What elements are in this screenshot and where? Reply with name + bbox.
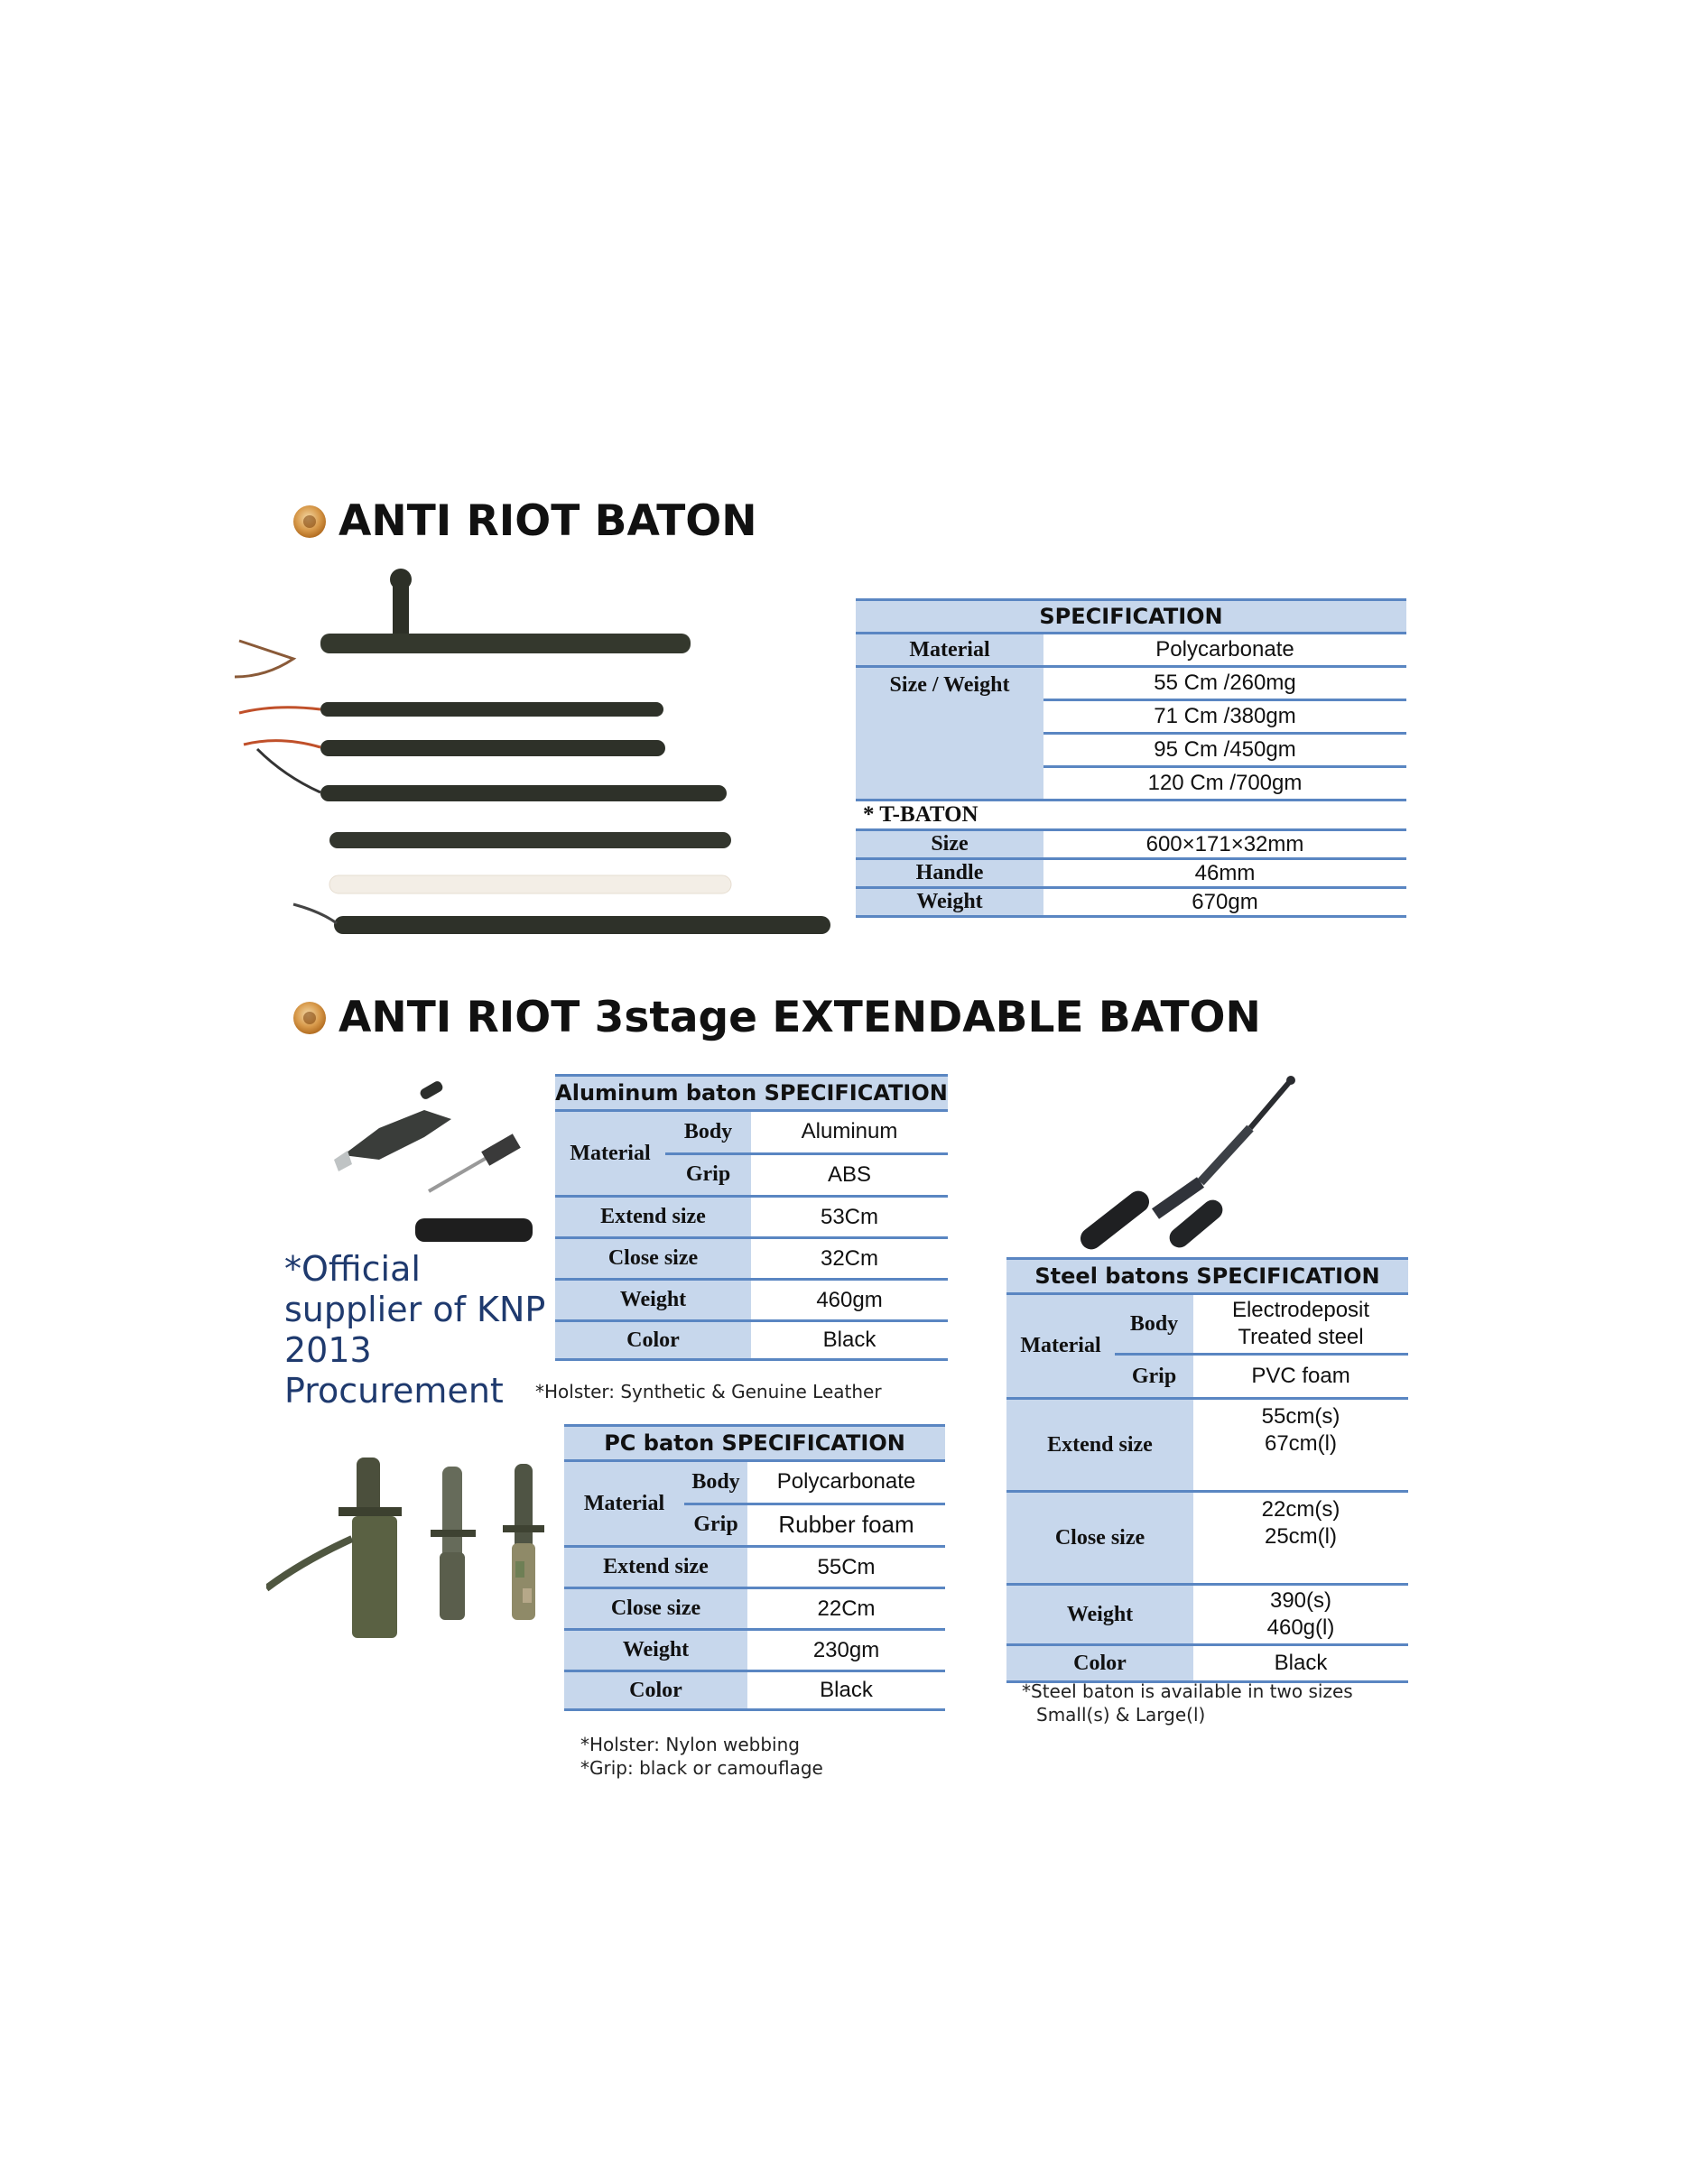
grip-label: Grip [684,1504,747,1547]
bullet-icon [293,505,326,538]
size-weight-value: 55 Cm /260mg [1043,667,1406,700]
size-label: Size [856,830,1043,859]
steel-size-note-2: Small(s) & Large(l) [1036,1704,1206,1726]
aluminum-baton-image [325,1074,542,1245]
close-size-label: Close size [1006,1492,1193,1585]
material-label: Material [1006,1294,1115,1399]
body-value-line: Electrodeposit [1231,1298,1370,1322]
handle-label: Handle [856,859,1043,888]
material-value: Polycarbonate [1043,634,1406,667]
size-weight-value: 120 Cm /700gm [1043,767,1406,800]
color-value: Black [751,1321,948,1360]
body-value: Polycarbonate [747,1461,945,1504]
color-label: Color [564,1671,747,1710]
batons-image [230,569,844,966]
aluminum-spec-table [555,1074,948,1361]
weight-label: Weight [564,1630,747,1671]
t-baton [320,634,691,653]
baton-71 [320,740,665,756]
close-size-label: Close size [564,1588,747,1630]
pc-baton-image [266,1453,555,1643]
color-label: Color [555,1321,751,1360]
section-title-anti-riot-baton: ANTI RIOT BATON [339,496,757,546]
handle-value: 46mm [1043,859,1406,888]
grip-label: Grip [665,1153,751,1197]
baton-white [329,875,731,893]
tbaton-label: * T-BATON [856,800,1406,830]
body-label: Body [1115,1294,1193,1355]
extend-size-line: 55cm(s) [1261,1404,1340,1429]
aluminum-holster-note: *Holster: Synthetic & Genuine Leather [535,1381,882,1402]
material-label: Material [564,1461,684,1547]
extend-size-value [1193,1399,1408,1492]
steel-spec-header: Steel batons SPECIFICATION [1006,1259,1408,1294]
weight-line: 390(s) [1269,1588,1332,1613]
weight-label: Weight [555,1280,751,1321]
close-size-value: 22Cm [747,1588,945,1630]
official-supplier-text: *Official supplier of KNP 2013 Procurement [284,1249,546,1411]
color-value: Black [747,1671,945,1710]
body-label: Body [665,1111,751,1154]
extend-size-label: Extend size [564,1547,747,1588]
pc-grip-note: *Grip: black or camouflage [580,1757,823,1779]
size-weight-value: 95 Cm /450gm [1043,734,1406,767]
pc-spec-table [564,1424,945,1711]
weight-label: Weight [856,888,1043,917]
extend-size-value: 55Cm [747,1547,945,1588]
size-value: 600×171×32mm [1043,830,1406,859]
close-size-label: Close size [555,1238,751,1280]
material-label: Material [856,634,1043,667]
steel-spec-table [1006,1257,1408,1683]
aluminum-spec-header: Aluminum baton SPECIFICATION [555,1076,948,1111]
body-value: Aluminum [751,1111,948,1154]
weight-value: 230gm [747,1630,945,1671]
pc-spec-header: PC baton SPECIFICATION [564,1426,945,1461]
size-weight-label: Size / Weight [856,667,1043,800]
grip-value: PVC foam [1193,1355,1408,1399]
baton-55 [320,702,663,717]
color-value: Black [1193,1645,1408,1682]
baton-spec-table [856,598,1406,918]
extend-size-label: Extend size [1006,1399,1193,1492]
grip-label: Grip [1115,1355,1193,1399]
steel-baton-image [1065,1069,1318,1259]
bullet-icon [293,1002,326,1034]
steel-size-note: *Steel baton is available in two sizes [1022,1680,1353,1702]
body-label: Body [684,1461,747,1504]
extend-size-line: 67cm(l) [1264,1431,1337,1456]
close-size-line: 22cm(s) [1261,1497,1340,1522]
baton-long [334,916,830,934]
color-label: Color [1006,1645,1193,1682]
material-label: Material [555,1111,665,1197]
baton-120 [329,832,731,848]
extend-size-value: 53Cm [751,1197,948,1238]
close-size-value: 32Cm [751,1238,948,1280]
weight-line: 460g(l) [1266,1615,1335,1640]
spec-header: SPECIFICATION [856,600,1406,634]
section-title-extendable-baton: ANTI RIOT 3stage EXTENDABLE BATON [339,993,1261,1042]
grip-value: Rubber foam [747,1504,945,1547]
weight-value: 460gm [751,1280,948,1321]
pc-holster-note: *Holster: Nylon webbing [580,1734,800,1755]
body-value [1193,1294,1408,1355]
size-weight-value: 71 Cm /380gm [1043,700,1406,734]
baton-95 [320,785,727,801]
close-size-line: 25cm(l) [1264,1524,1337,1549]
close-size-value [1193,1492,1408,1585]
extend-size-label: Extend size [555,1197,751,1238]
weight-value [1193,1585,1408,1645]
weight-value: 670gm [1043,888,1406,917]
grip-value: ABS [751,1153,948,1197]
weight-label: Weight [1006,1585,1193,1645]
body-value-line: Treated steel [1238,1325,1364,1349]
